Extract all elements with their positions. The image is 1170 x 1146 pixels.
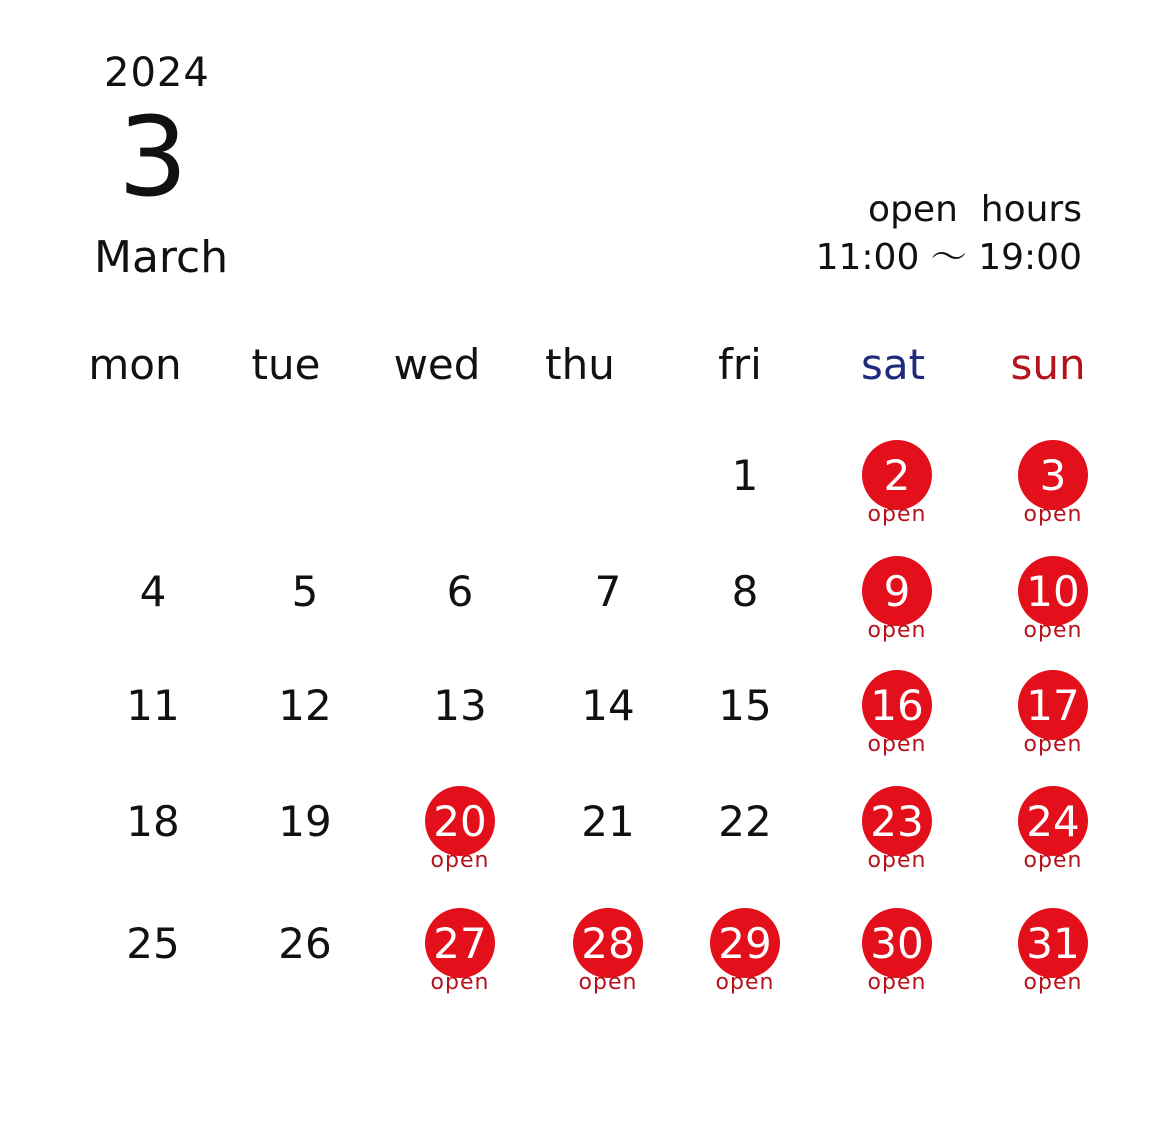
- open-label: open: [1023, 848, 1083, 873]
- open-day-circle: 9: [862, 556, 932, 626]
- open-day-circle: 23: [862, 786, 932, 856]
- day-cell-9: [827, 556, 967, 666]
- weekday-fri: fri: [718, 340, 762, 389]
- open-day-circle: 28: [573, 908, 643, 978]
- month-number: 3: [118, 93, 188, 221]
- day-cell-25: [83, 908, 223, 1018]
- day-cell-8: [675, 556, 815, 666]
- day-number: 18: [126, 796, 180, 846]
- open-day-circle: 2: [862, 440, 932, 510]
- month-name: March: [94, 232, 229, 283]
- day-cell-18: [83, 786, 223, 896]
- day-cell-30: [827, 908, 967, 1018]
- day-number: 7: [594, 566, 622, 616]
- open-day-circle: 16: [862, 670, 932, 740]
- open-label: open: [867, 502, 927, 527]
- open-label: open: [1023, 502, 1083, 527]
- day-cell-12: [235, 670, 375, 780]
- day-cell-13: [390, 670, 530, 780]
- day-cell-2: [827, 440, 967, 550]
- open-label: open: [578, 970, 638, 995]
- day-cell-23: [827, 786, 967, 896]
- day-cell-15: [675, 670, 815, 780]
- day-number: 26: [278, 918, 332, 968]
- day-cell-4: [83, 556, 223, 666]
- day-cell-31: [983, 908, 1123, 1018]
- open-label: open: [715, 970, 775, 995]
- day-cell-22: [675, 786, 815, 896]
- day-number: 19: [278, 796, 332, 846]
- weekday-sun: sun: [1010, 340, 1086, 389]
- weekday-tue: tue: [251, 340, 321, 389]
- open-label: open: [867, 970, 927, 995]
- open-hours-label: open hours: [868, 189, 1082, 230]
- day-cell-14: [538, 670, 678, 780]
- day-cell-6: [390, 556, 530, 666]
- open-label: open: [1023, 732, 1083, 757]
- open-label: open: [1023, 618, 1083, 643]
- day-cell-1: [675, 440, 815, 550]
- day-number: 12: [278, 680, 332, 730]
- day-number: 1: [731, 450, 759, 500]
- open-day-circle: 24: [1018, 786, 1088, 856]
- open-label: open: [867, 618, 927, 643]
- day-cell-16: [827, 670, 967, 780]
- open-label: open: [867, 848, 927, 873]
- day-number: 25: [126, 918, 180, 968]
- day-cell-11: [83, 670, 223, 780]
- day-cell-3: [983, 440, 1123, 550]
- day-cell-26: [235, 908, 375, 1018]
- day-cell-24: [983, 786, 1123, 896]
- open-label: open: [867, 732, 927, 757]
- open-day-circle: 27: [425, 908, 495, 978]
- day-cell-10: [983, 556, 1123, 666]
- day-number: 15: [718, 680, 772, 730]
- day-number: 8: [731, 566, 759, 616]
- day-cell-20: [390, 786, 530, 896]
- open-day-circle: 29: [710, 908, 780, 978]
- open-hours: [816, 186, 1082, 282]
- day-number: 11: [126, 680, 180, 730]
- weekday-mon: mon: [88, 340, 182, 389]
- day-cell-27: [390, 908, 530, 1018]
- open-label: open: [430, 970, 490, 995]
- year-label: 2024: [104, 50, 210, 96]
- day-cell-19: [235, 786, 375, 896]
- day-number: 13: [433, 680, 487, 730]
- day-cell-17: [983, 670, 1123, 780]
- day-cell-5: [235, 556, 375, 666]
- day-cell-21: [538, 786, 678, 896]
- day-number: 22: [718, 796, 772, 846]
- day-number: 14: [581, 680, 635, 730]
- open-hours-time: 11:00 ～ 19:00: [815, 237, 1082, 278]
- open-day-circle: 31: [1018, 908, 1088, 978]
- day-cell-7: [538, 556, 678, 666]
- open-day-circle: 20: [425, 786, 495, 856]
- day-number: 6: [446, 566, 474, 616]
- day-cell-29: [675, 908, 815, 1018]
- open-day-circle: 3: [1018, 440, 1088, 510]
- open-label: open: [430, 848, 490, 873]
- day-number: 4: [139, 566, 167, 616]
- day-number: 21: [581, 796, 635, 846]
- weekday-thu: thu: [545, 340, 615, 389]
- open-day-circle: 10: [1018, 556, 1088, 626]
- weekday-sat: sat: [860, 340, 926, 389]
- open-day-circle: 17: [1018, 670, 1088, 740]
- open-day-circle: 30: [862, 908, 932, 978]
- day-number: 5: [291, 566, 319, 616]
- day-cell-28: [538, 908, 678, 1018]
- weekday-wed: wed: [393, 340, 481, 389]
- open-label: open: [1023, 970, 1083, 995]
